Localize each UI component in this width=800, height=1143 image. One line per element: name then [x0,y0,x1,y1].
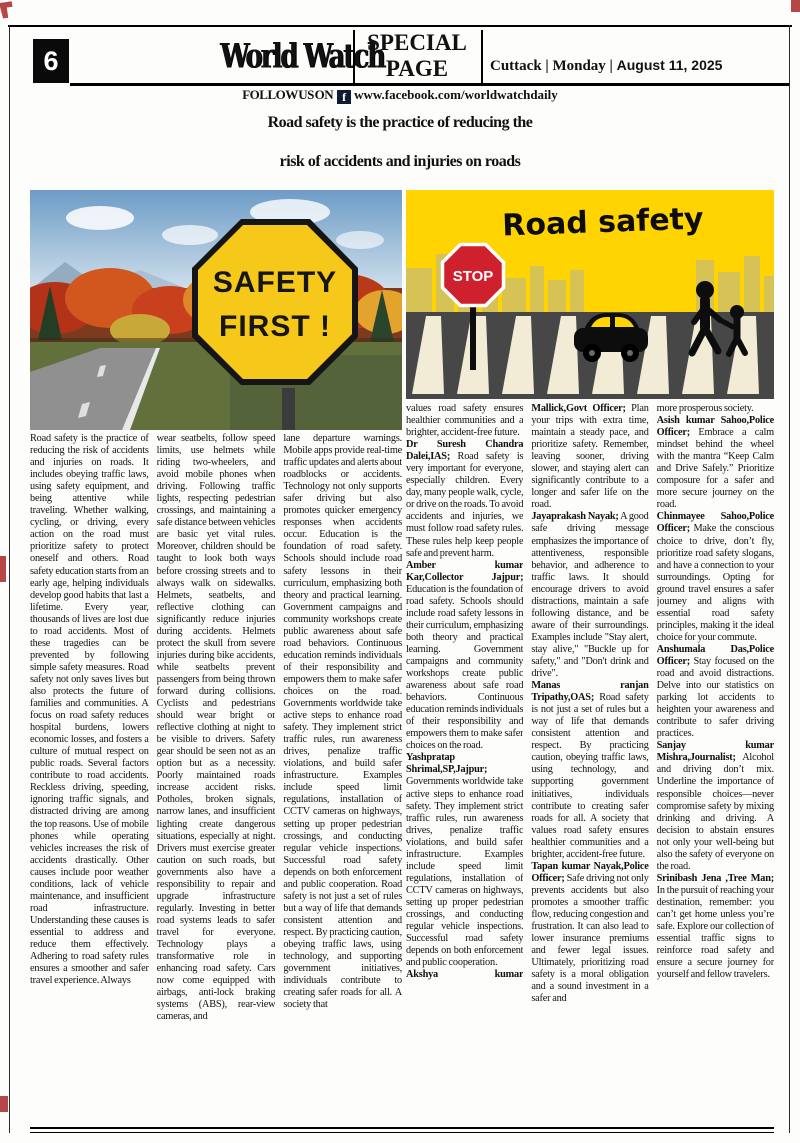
article-paragraph: Anshumala Das,Police Officer; Stay focused on the road and avoid distractions. Delve into our statistics on parking lot accidents to heighten your awareness and contribute to safer driving practices. [656,643,774,740]
dateline [490,57,722,75]
headline [0,103,800,181]
masthead-divider [481,30,483,83]
article-paragraph: Yashpratap Shrimal,SP,Jajpur; Governments worldwide take active steps to enhance road safety. They implement strict traffic rules, run awareness drives, penalize traffic violations, and build safer infrastructure. Examples include speed limit regulations, installation of CCTV cameras on highways, setting up proper pedestrian crossings, and conducting regular vehicle inspections. Successful road safety depends on both enforcement and public cooperation. [406,752,524,969]
frame-right-rule [789,25,790,1133]
stop-sign-pole [470,302,476,370]
frame-left-rule [9,25,10,1133]
article-paragraph: Srinibash Jena ,Tree Man; In the pursuit of reaching your destination, remember: you can’t get home unless you’re safe. Explore our collection of essential traffic signs to reinforce road safety and ensure a secure journey for yourself and fellow travelers. [656,872,774,981]
sign-text-line2: FIRST ! [219,310,331,343]
frame-top-rule [8,25,792,27]
article-paragraph: lane departure warnings. Mobile apps provide real-time traffic updates and alerts about roadblocks or accidents. Technology not only supports safer driving but also promotes quicker emergency responses when accidents occur. Education is the foundation of road safety. Schools should include road safety lessons in their curriculum, emphasizing both theory and practical learning. Government campaigns and community workshops create public awareness about safe road behaviors. Continuous education reminds individuals of their responsibility and empowers them to make safer choices on the road. Governments worldwide take active steps to enhance road safety. They implement strict traffic rules, run awareness drives, penalize traffic violations, and build safer infrastructure. Examples include speed limit regulations, installation of CCTV cameras on highways, setting up proper pedestrian crossings, and conducting regular vehicle inspections. Successful road safety depends on both enforcement and public cooperation. Road safety is not just a set of rules but a way of life that demands consistent attention and respect. By practicing caution, obeying traffic laws, using technology, and supporting government initiatives, individuals contribute to creating safer roads for all. A society that [283,433,403,1011]
safety-first-sign [192,219,358,385]
stop-sign-text: STOP [452,268,494,285]
follow-us-label: FOLLOW US ON [242,87,334,102]
safety-first-photo [30,190,402,430]
safety-first-photo-svg [30,190,402,430]
article-column-5 [531,403,648,1125]
sign-text-line1: SAFETY [212,266,338,299]
headline-line1: Road safety is the practice of reducing the [267,114,533,131]
article-paragraph: Road safety is the practice of reducing the risk of accidents and injuries on roads. It includes obeying traffic laws, using safety equipment, and being attentive while traveling. Whether walking, cycling, or driving, every action on the road must prioritize safety to protect oneself and others. Road safety education starts from an early age, helping individuals develop good habits that last a lifetime. Every year, thousands of lives are lost due to road accidents. Most of these tragedies can be prevented by following simple safety measures. Road safety not only saves lives but also protects the future of families and communities. A focus on road safety reduces hospital burdens, lowers economic losses, and fosters a culture of mutual respect on public roads. Several factors contribute to road accidents. Reckless driving, speeding, ignoring traffic signals, and distracted driving are among the top reasons. Use of mobile phones while operating vehicles increases the risk of accidents drastically. Other causes include poor weather conditions, lack of vehicle maintenance, and insufficient road infrastructure. Understanding these causes is essential to address and reduce them effectively. Adhering to road safety rules ensures a smoother and safer travel experience. Always [30,433,149,987]
special-page-line1: SPECIAL [367,30,467,55]
article-column-4 [406,403,523,1125]
special-page-line2: PAGE [385,56,449,81]
headline-line2: risk of accidents and injuries on roads [279,153,521,170]
article-paragraph: Akshya kumar [406,969,524,981]
dateline-city-day: Cuttack | Monday | [490,58,613,74]
masthead-rule [70,83,789,86]
facebook-icon: f [337,90,351,104]
article-paragraph: more prosperous society. [656,403,754,414]
follow-strip [0,87,800,104]
article-paragraph: Asish kumar Sahoo,Police Officer; Embrace a calm mindset behind the wheel with the mantra “Keep Calm and Drive Safely.” Prioritize composure for a safer and more secure journey on the road. [656,415,774,511]
article-paragraph: Amber kumar Kar,Collector Jajpur; Education is the foundation of road safety. Schools should include road safety lessons in their curriculum, emphasizing both theory and practical learning. Government campaigns and community workshops create public awareness about safe road behaviors. Continuous education reminds individuals of their responsibility and empowers them to make safer choices on the road. [406,559,524,752]
scan-mark [0,1,14,19]
road-safety-illustration [406,190,774,399]
page-number: 6 [33,39,69,83]
illustration-title: Road safety [501,201,705,244]
article-column-6 [657,403,774,1125]
article-paragraph: Dr Suresh Chandra Dalei,IAS; Road safety is very important for everyone, especially children. Every day, many people walk, cycle, or drive on the roads. To avoid accidents and injuries, we must follow road safety rules. These rules help keep people safe and prevent harm. [406,439,524,559]
article-columns-right [406,403,774,1125]
article-column-3 [283,433,402,1125]
scan-mark [0,556,6,582]
article-paragraph: Manas ranjan Tripathy,OAS; Road safety is not just a set of rules but a way of life that demands consistent attention and respect. By practicing caution, obeying traffic laws, using technology, and supporting government initiatives, individuals contribute to creating safer roads for all. A society that values road safety ensures healthier communities and a brighter, accident-free future. [531,680,649,860]
special-page-label [355,30,479,82]
road-safety-illustration-svg [406,190,774,399]
masthead-logo: World Watch [220,37,384,77]
article-paragraph: values road safety ensures healthier communities and a brighter, accident-free future. [406,403,524,439]
article-paragraph: Mallick,Govt Officer; Plan your trips with extra time, maintain a steady pace, and prioritize safety. Remember, leaving sooner, driving slower, and staying alert can significantly contribute to a longer and safer life on the road. [531,403,649,511]
article-column-2 [157,433,276,1125]
article-paragraph: wear seatbelts, follow speed limits, use helmets while riding two-wheelers, and avoid mobile phones when driving. Following traffic lights, respecting pedestrian crossings, and maintaining a safe distance between vehicles are basic yet vital rules. Moreover, children should be taught to look both ways before crossing streets and to always walk on sidewalks. Helmets, seatbelts, and reflective clothing can significantly reduce injuries during accidents. Helmets protect the skull from severe injuries during bike accidents, while seatbelts prevent passengers from being thrown forward during collisions. Cyclists and pedestrians should wear bright or reflective clothing at night to be visible to drivers. Safety gear should be seen not as an option but as a necessity. Poorly maintained roads increase accident risks. Potholes, broken signals, narrow lanes, and insufficient lighting create dangerous situations, especially at night. Drivers must exercise greater caution on such roads, but governments also have a responsibility to repair and upgrade infrastructure regularly. Investing in better road systems leads to safer travel for everyone. Technology plays a transformative role in enhancing road safety. Cars now come equipped with airbags, anti-lock braking systems (ABS), rear-view cameras, and [156,433,276,1023]
article-columns-left [30,433,402,1125]
dateline-date: August 11, 2025 [616,57,723,73]
article-paragraph: Jayaprakash Nayak; A good safe driving message emphasizes the importance of attentiveness, responsible behavior, and adherence to traffic laws. It should encourage drivers to avoid distractions, maintain a safe following distance, and be aware of their surroundings. Examples include "Stay alert, stay alive," "Buckle up for safety," and "Don't drink and drive". [531,511,649,680]
article-paragraph: Chinmayee Sahoo,Police Officer; Make the conscious choice to drive, don’t fly, prioritize road safety slogans, and have a connection to your surroundings. Opting for ground travel ensures a safer journey and aligns with essential road safety principles, making it the ideal choice for your commute. [656,511,774,643]
scan-mark [791,0,800,12]
article-column-1 [30,433,149,1125]
facebook-url: www.facebook.com/worldwatchdaily [354,87,558,102]
article-paragraph: Sanjay kumar Mishra,Journalist; Alcohol and driving don’t mix. Underline the importance of responsible choices—never compromise safety by mixing drinking and driving. A decision to abstain ensures not only your well-being but also the safety of everyone on the road. [656,740,774,872]
bottom-rule [30,1127,774,1133]
scan-mark [0,1096,8,1112]
article-paragraph: Tapan kumar Nayak,Police Officer; Safe driving not only prevents accidents but also promotes a smoother traffic flow, reducing congestion and frustration. It can also lead to lower insurance premiums and fewer legal issues. Ultimately, prioritizing road safety is a moral obligation and a sound investment in a safer and [531,860,649,1005]
sign-pole [282,388,295,430]
